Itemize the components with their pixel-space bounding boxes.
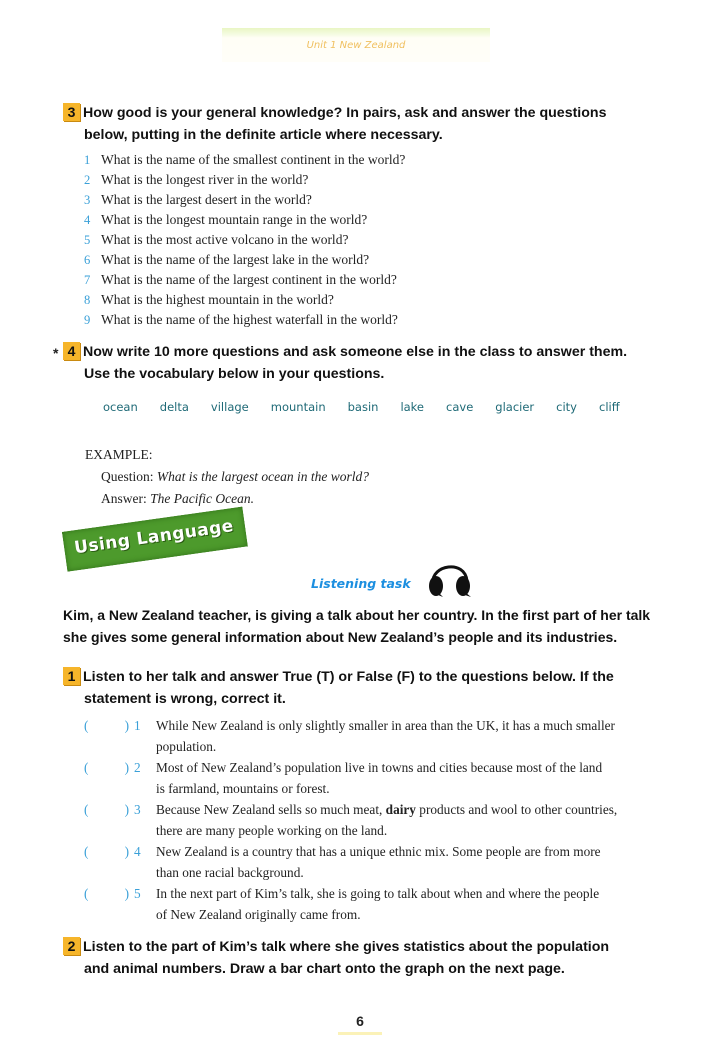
example-block xyxy=(85,444,369,510)
example-question xyxy=(85,466,369,488)
paren-open: ( xyxy=(84,802,89,817)
statement-line: than one racial background. xyxy=(156,865,304,880)
paren-open: ( xyxy=(84,844,89,859)
task-number-badge: 2 xyxy=(63,937,80,955)
vocab-word: basin xyxy=(347,400,379,414)
instruction-line: Listen to the part of Kim’s talk where she gives statistics about the population xyxy=(83,939,610,955)
list-item xyxy=(84,290,405,310)
list-item xyxy=(84,210,405,230)
example-answer xyxy=(85,488,369,510)
statement-text xyxy=(156,799,664,841)
list-item xyxy=(84,250,405,270)
question-label: Question: xyxy=(101,469,154,484)
item-number: 8 xyxy=(84,293,91,307)
answer-blank[interactable] xyxy=(84,799,134,841)
item-number: 4 xyxy=(134,844,141,859)
listening-intro xyxy=(63,604,663,648)
statement-text xyxy=(156,883,664,925)
item-number: 3 xyxy=(84,193,91,207)
question-text: What is the largest desert in the world? xyxy=(101,192,312,207)
answer-blank[interactable] xyxy=(84,841,134,883)
listening-2-instruction xyxy=(63,936,673,980)
paren-open: ( xyxy=(84,718,89,733)
item-number: 3 xyxy=(134,802,141,817)
instruction-line: statement is wrong, correct it. xyxy=(84,691,286,707)
banner-text: Using Language xyxy=(73,516,236,559)
statement-line: Because New Zealand sells so much meat, xyxy=(156,802,386,817)
question-text: What is the longest mountain range in the world? xyxy=(101,212,368,227)
list-item xyxy=(84,190,405,210)
list-item xyxy=(84,799,664,841)
section-banner xyxy=(62,507,248,572)
page-number-underline xyxy=(338,1032,382,1035)
instruction-line: Now write 10 more questions and ask someone else in the class to answer them. xyxy=(83,344,628,360)
true-false-list xyxy=(84,715,664,925)
item-number: 5 xyxy=(134,886,141,901)
statement-text xyxy=(156,715,664,757)
example-label: EXAMPLE: xyxy=(85,447,153,462)
instruction-line: How good is your general knowledge? In pairs, ask and answer the questions xyxy=(83,105,607,121)
paren-close: ) xyxy=(124,886,129,901)
task-3-instruction xyxy=(63,102,663,146)
list-item xyxy=(84,841,664,883)
list-item xyxy=(84,170,405,190)
list-item xyxy=(84,883,664,925)
page-number: 6 xyxy=(356,1013,364,1029)
vocab-word: delta xyxy=(159,400,189,414)
task-number-badge: 1 xyxy=(63,667,80,685)
item-number: 6 xyxy=(84,253,91,267)
question-text: What is the name of the highest waterfall in the world? xyxy=(101,312,398,327)
instruction-line: and animal numbers. Draw a bar chart onto the graph on the next page. xyxy=(84,961,565,977)
question-text: What is the name of the smallest continent in the world? xyxy=(101,152,406,167)
statement-line: population. xyxy=(156,739,217,754)
statement-line: While New Zealand is only slightly smaller in area than the UK, it has a much smaller xyxy=(156,718,615,733)
statement-text xyxy=(156,841,664,883)
paren-close: ) xyxy=(124,802,129,817)
answer-blank[interactable] xyxy=(84,715,134,757)
answer-label: Answer: xyxy=(101,491,147,506)
vocab-word: ocean xyxy=(103,400,138,414)
item-number: 5 xyxy=(84,233,91,247)
listening-1-instruction xyxy=(63,666,673,710)
intro-line: Kim, a New Zealand teacher, is giving a talk about her country. In the first part of her talk xyxy=(63,607,651,623)
task-number-badge: 4 xyxy=(63,342,80,360)
vocabulary-list xyxy=(103,400,642,414)
bold-vocab-word: dairy xyxy=(385,802,416,817)
task-4-instruction xyxy=(63,341,673,385)
paren-open: ( xyxy=(84,886,89,901)
list-item xyxy=(84,715,664,757)
question-text: What is the name of the largest continent in the world? xyxy=(101,272,397,287)
statement-line: products and wool to other countries, xyxy=(415,802,618,817)
vocab-word: glacier xyxy=(495,400,535,414)
statement-line: is farmland, mountains or forest. xyxy=(156,781,330,796)
statement-line: of New Zealand originally came from. xyxy=(156,907,361,922)
paren-open: ( xyxy=(84,760,89,775)
answer-blank[interactable] xyxy=(84,883,134,925)
instruction-line: Use the vocabulary below in your questions. xyxy=(84,366,385,382)
item-number: 2 xyxy=(84,173,91,187)
question-text: What is the name of the largest lake in the world? xyxy=(101,252,370,267)
instruction-line: Listen to her talk and answer True (T) or False (F) to the questions below. If the xyxy=(83,669,614,685)
question-text: What is the most active volcano in the world? xyxy=(101,232,349,247)
task-number-badge: 3 xyxy=(63,103,80,121)
vocab-word: lake xyxy=(400,400,425,414)
item-number: 4 xyxy=(84,213,91,227)
question-list xyxy=(84,150,405,330)
statement-line: New Zealand is a country that has a unique ethnic mix. Some people are from more xyxy=(156,844,601,859)
statement-text xyxy=(156,757,664,799)
optional-star: * xyxy=(53,345,59,361)
vocab-word: city xyxy=(556,400,577,414)
question-text: What is the largest ocean in the world? xyxy=(156,469,369,484)
question-text: What is the longest river in the world? xyxy=(101,172,309,187)
list-item xyxy=(84,757,664,799)
item-number: 2 xyxy=(134,760,141,775)
item-number: 9 xyxy=(84,313,91,327)
item-number: 1 xyxy=(134,718,141,733)
paren-close: ) xyxy=(124,718,129,733)
answer-text: The Pacific Ocean. xyxy=(150,491,254,506)
statement-line: Most of New Zealand’s population live in towns and cities because most of the land xyxy=(156,760,603,775)
vocab-word: cave xyxy=(446,400,474,414)
vocab-word: mountain xyxy=(270,400,326,414)
statement-line: there are many people working on the land. xyxy=(156,823,388,838)
vocab-word: cliff xyxy=(599,400,620,414)
unit-title: Unit 1 New Zealand xyxy=(306,40,406,51)
paren-close: ) xyxy=(124,844,129,859)
item-number: 7 xyxy=(84,273,91,287)
list-item xyxy=(84,150,405,170)
list-item xyxy=(84,230,405,250)
list-item xyxy=(84,310,405,330)
listening-task-title: Listening task xyxy=(311,576,411,591)
question-text: What is the highest mountain in the world? xyxy=(101,292,334,307)
intro-line: she gives some general information about New Zealand’s people and its industries. xyxy=(63,629,618,645)
statement-line: In the next part of Kim’s talk, she is going to talk about when and where the people xyxy=(156,886,600,901)
item-number: 1 xyxy=(84,153,91,167)
instruction-line: below, putting in the definite article where necessary. xyxy=(84,127,443,143)
list-item xyxy=(84,270,405,290)
paren-close: ) xyxy=(124,760,129,775)
headphones-icon xyxy=(425,557,473,599)
answer-blank[interactable] xyxy=(84,757,134,799)
vocab-word: village xyxy=(210,400,249,414)
